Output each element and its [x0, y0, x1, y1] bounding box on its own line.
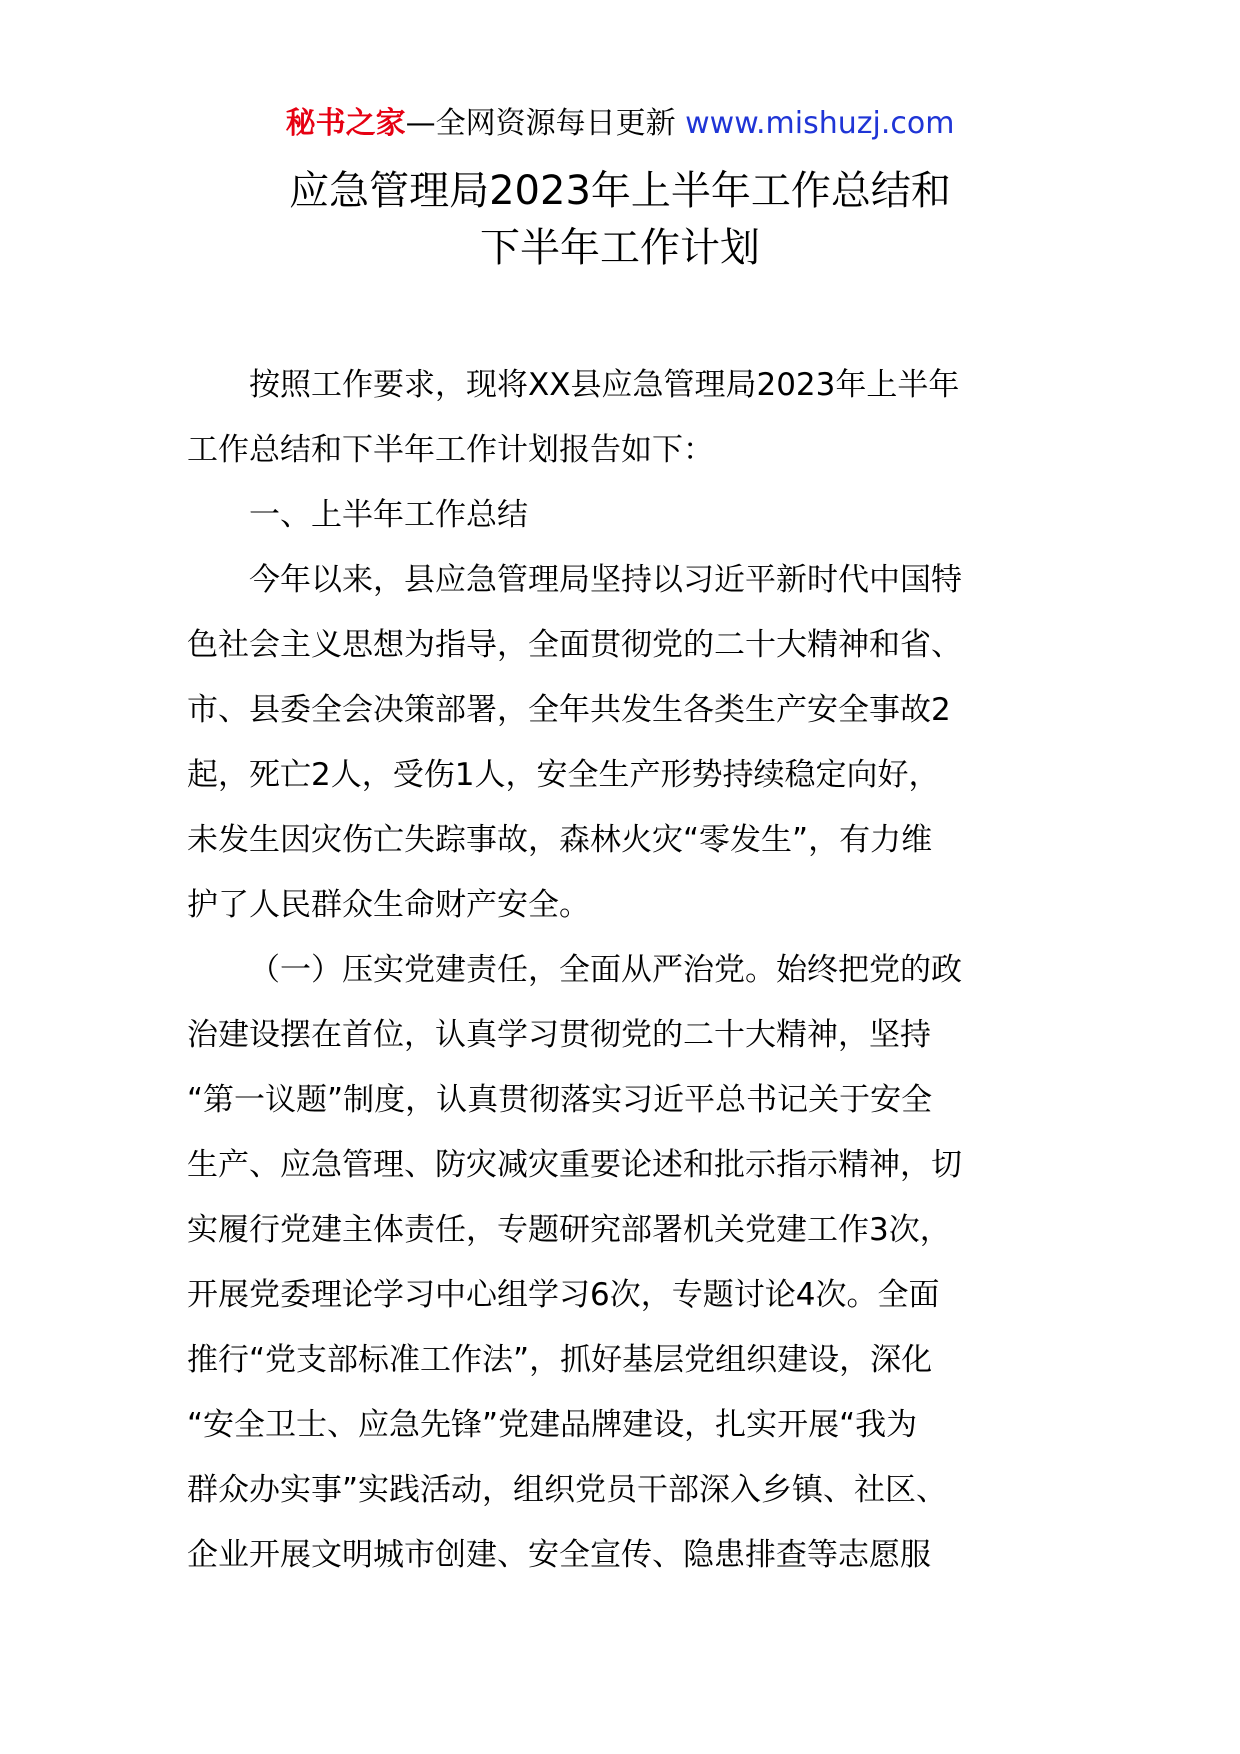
text-line: 群众办实事”实践活动，组织党员干部深入乡镇、社区、 — [187, 1472, 948, 1508]
text-line: 市、县委全会决策部署，全年共发生各类生产安全事故2 — [187, 692, 951, 728]
text-line: 护了人民群众生命财产安全。 — [187, 887, 590, 923]
text-line: 生产、应急管理、防灾减灾重要论述和批示指示精神，切 — [187, 1147, 962, 1183]
text-line: 推行“党支部标准工作法”，抓好基层党组织建设，深化 — [187, 1342, 933, 1378]
text-line: “安全卫士、应急先锋”党建品牌建设，扎实开展“我为 — [187, 1407, 918, 1443]
text-line: （一）压实党建责任，全面从严治党。始终把党的政 — [249, 952, 962, 988]
paragraph-intro — [187, 353, 1055, 483]
text-line: 色社会主义思想为指导，全面贯彻党的二十大精神和省、 — [187, 627, 962, 663]
text-line: “第一议题”制度，认真贯彻落实习近平总书记关于安全 — [187, 1082, 933, 1118]
text-line: 治建设摆在首位，认真学习贯彻党的二十大精神，坚持 — [187, 1017, 931, 1053]
paragraph-summary — [187, 548, 1055, 938]
text-line: 今年以来，县应急管理局坚持以习近平新时代中国特 — [249, 562, 962, 598]
text-line: 按照工作要求，现将XX县应急管理局2023年上半年 — [249, 367, 960, 403]
page-title — [0, 163, 1240, 277]
watermark-header — [0, 100, 1240, 148]
brand-name: 秘书之家 — [285, 106, 406, 141]
website-link[interactable]: www.mishuzj.com — [685, 106, 955, 141]
section-heading — [187, 483, 1055, 548]
text-line: 开展党委理论学习中心组学习6次，专题讨论4次。全面 — [187, 1277, 940, 1313]
text-line: 实履行党建主体责任，专题研究部署机关党建工作3次， — [187, 1212, 951, 1248]
paragraph-party-building — [187, 938, 1055, 1588]
text-line: 企业开展文明城市创建、安全宣传、隐患排查等志愿服 — [187, 1537, 931, 1573]
title-line-2: 下半年工作计划 — [480, 225, 760, 271]
heading-line: 一、上半年工作总结 — [249, 497, 528, 533]
text-line: 工作总结和下半年工作计划报告如下： — [187, 432, 714, 468]
document-body — [187, 353, 1055, 1588]
text-line: 未发生因灾伤亡失踪事故，森林火灾“零发生”，有力维 — [187, 822, 933, 858]
text-line: 起，死亡2人，受伤1人，安全生产形势持续稳定向好， — [187, 757, 940, 793]
header-slogan: —全网资源每日更新 — [405, 106, 686, 141]
title-line-1: 应急管理局2023年上半年工作总结和 — [289, 168, 951, 214]
